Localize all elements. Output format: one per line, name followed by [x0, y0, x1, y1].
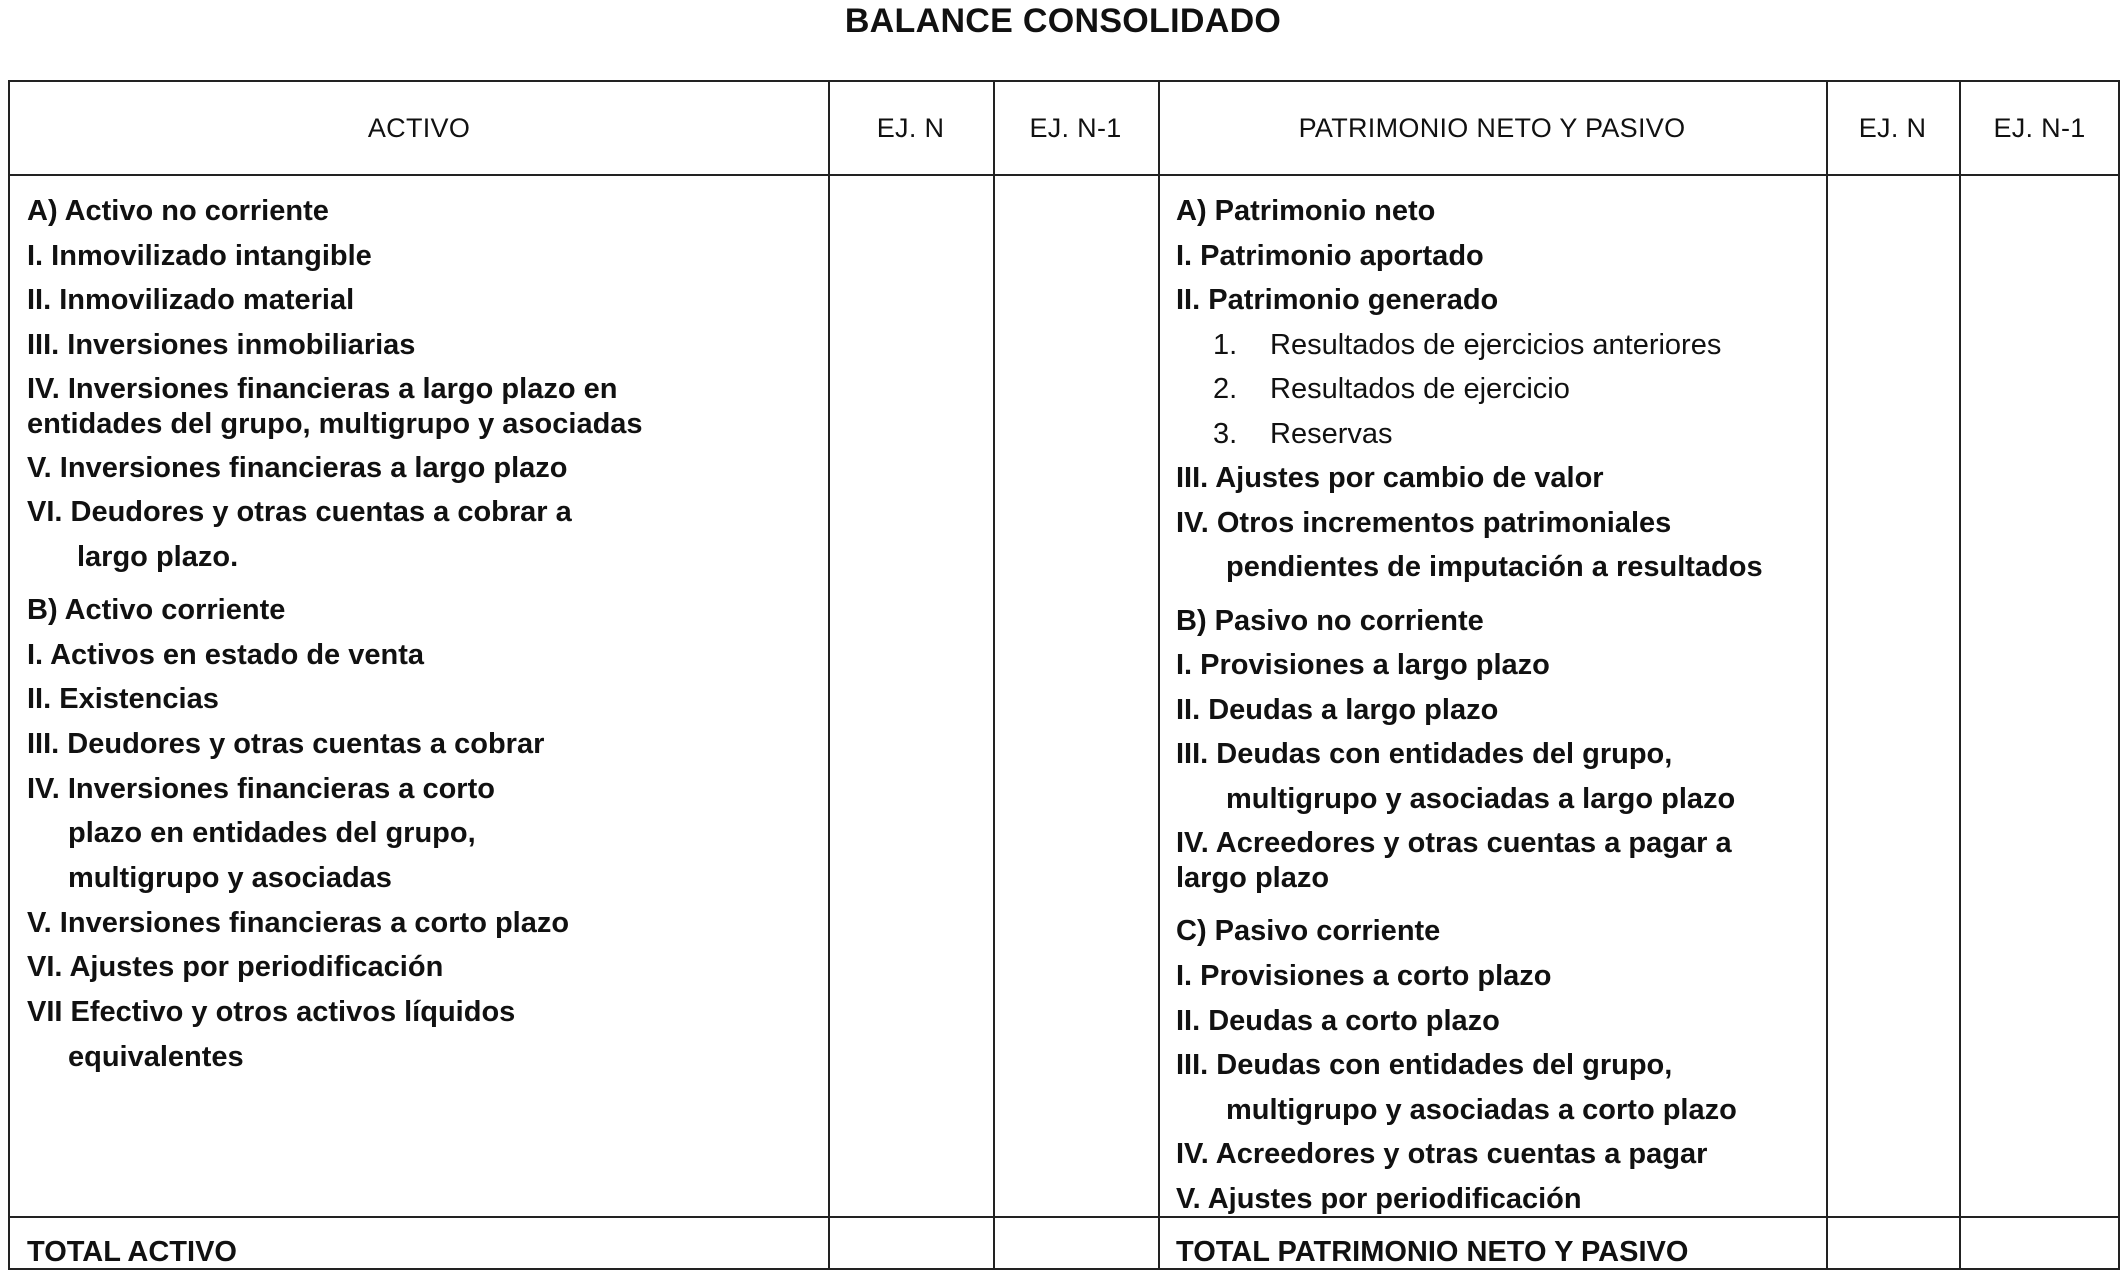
- activo-line: largo plazo.: [77, 541, 239, 573]
- pasivo-line: multigrupo y asociadas a corto plazo: [1226, 1094, 1737, 1126]
- pasivo-line: pendientes de imputación a resultados: [1226, 551, 1763, 583]
- activo-line: I. Inmovilizado intangible: [27, 240, 372, 272]
- header-ej-n-activo: EJ. N: [876, 112, 945, 143]
- activo-line: IV. Inversiones financieras a largo plazo en: [27, 373, 618, 405]
- pasivo-line: II. Deudas a corto plazo: [1176, 1005, 1500, 1037]
- activo-line: VI. Ajustes por periodificación: [27, 951, 444, 983]
- activo-line: IV. Inversiones financieras a corto: [27, 773, 495, 805]
- pasivo-line: IV. Otros incrementos patrimoniales: [1176, 507, 1672, 539]
- column-divider: [1959, 82, 1961, 1268]
- column-divider: [1826, 82, 1828, 1268]
- pasivo-line: I. Provisiones a largo plazo: [1176, 649, 1550, 681]
- column-divider: [993, 82, 995, 1268]
- column-divider: [1158, 82, 1160, 1268]
- activo-line: B) Activo corriente: [27, 594, 286, 626]
- activo-line: A) Activo no corriente: [27, 195, 329, 227]
- header-ej-n1-pasivo: EJ. N-1: [1993, 112, 2086, 143]
- activo-line: I. Activos en estado de venta: [27, 639, 424, 671]
- activo-line: V. Inversiones financieras a corto plazo: [27, 907, 570, 939]
- activo-line: II. Existencias: [27, 683, 219, 715]
- total-patrimonio-pasivo: TOTAL PATRIMONIO NETO Y PASIVO: [1176, 1236, 1689, 1268]
- activo-line: entidades del grupo, multigrupo y asociadas: [27, 408, 643, 440]
- activo-line: III. Deudores y otras cuentas a cobrar: [27, 728, 545, 760]
- pasivo-subitem-number: 2.: [1213, 373, 1238, 405]
- pasivo-line: multigrupo y asociadas a largo plazo: [1226, 783, 1736, 815]
- header-ej-n1-activo: EJ. N-1: [1029, 112, 1122, 143]
- pasivo-line: IV. Acreedores y otras cuentas a pagar a: [1176, 827, 1732, 859]
- pasivo-subitem-number: 1.: [1213, 329, 1238, 361]
- pasivo-line: II. Patrimonio generado: [1176, 284, 1499, 316]
- balance-table: [8, 80, 2120, 1270]
- header-activo: ACTIVO: [367, 112, 471, 143]
- header-row-divider: [10, 174, 2118, 176]
- pasivo-line: II. Deudas a largo plazo: [1176, 694, 1499, 726]
- pasivo-line: largo plazo: [1176, 862, 1330, 894]
- pasivo-line: I. Provisiones a corto plazo: [1176, 960, 1552, 992]
- pasivo-line: C) Pasivo corriente: [1176, 915, 1441, 947]
- activo-line: VII Efectivo y otros activos líquidos: [27, 996, 516, 1028]
- header-ej-n-pasivo: EJ. N: [1858, 112, 1927, 143]
- pasivo-line: III. Deudas con entidades del grupo,: [1176, 738, 1673, 770]
- activo-line: III. Inversiones inmobiliarias: [27, 329, 416, 361]
- pasivo-line: V. Ajustes por periodificación: [1176, 1183, 1582, 1215]
- activo-line: II. Inmovilizado material: [27, 284, 355, 316]
- pasivo-line: A) Patrimonio neto: [1176, 195, 1436, 227]
- pasivo-line: III. Ajustes por cambio de valor: [1176, 462, 1604, 494]
- pasivo-line: B) Pasivo no corriente: [1176, 605, 1484, 637]
- activo-line: plazo en entidades del grupo,: [68, 817, 476, 849]
- column-divider: [828, 82, 830, 1268]
- pasivo-subitem-label: Resultados de ejercicio: [1270, 373, 1570, 405]
- header-patrimonio-pasivo: PATRIMONIO NETO Y PASIVO: [1298, 112, 1686, 143]
- total-activo: TOTAL ACTIVO: [27, 1236, 237, 1268]
- pasivo-line: III. Deudas con entidades del grupo,: [1176, 1049, 1673, 1081]
- activo-line: equivalentes: [68, 1041, 244, 1073]
- total-row-divider: [10, 1216, 2118, 1218]
- pasivo-line: I. Patrimonio aportado: [1176, 240, 1484, 272]
- activo-line: VI. Deudores y otras cuentas a cobrar a: [27, 496, 572, 528]
- pasivo-subitem-label: Resultados de ejercicios anteriores: [1270, 329, 1722, 361]
- activo-line: multigrupo y asociadas: [68, 862, 392, 894]
- activo-line: V. Inversiones financieras a largo plazo: [27, 452, 568, 484]
- pasivo-subitem-number: 3.: [1213, 418, 1238, 450]
- pasivo-subitem-label: Reservas: [1270, 418, 1393, 450]
- pasivo-line: IV. Acreedores y otras cuentas a pagar: [1176, 1138, 1708, 1170]
- page-title: BALANCE CONSOLIDADO: [844, 2, 1282, 40]
